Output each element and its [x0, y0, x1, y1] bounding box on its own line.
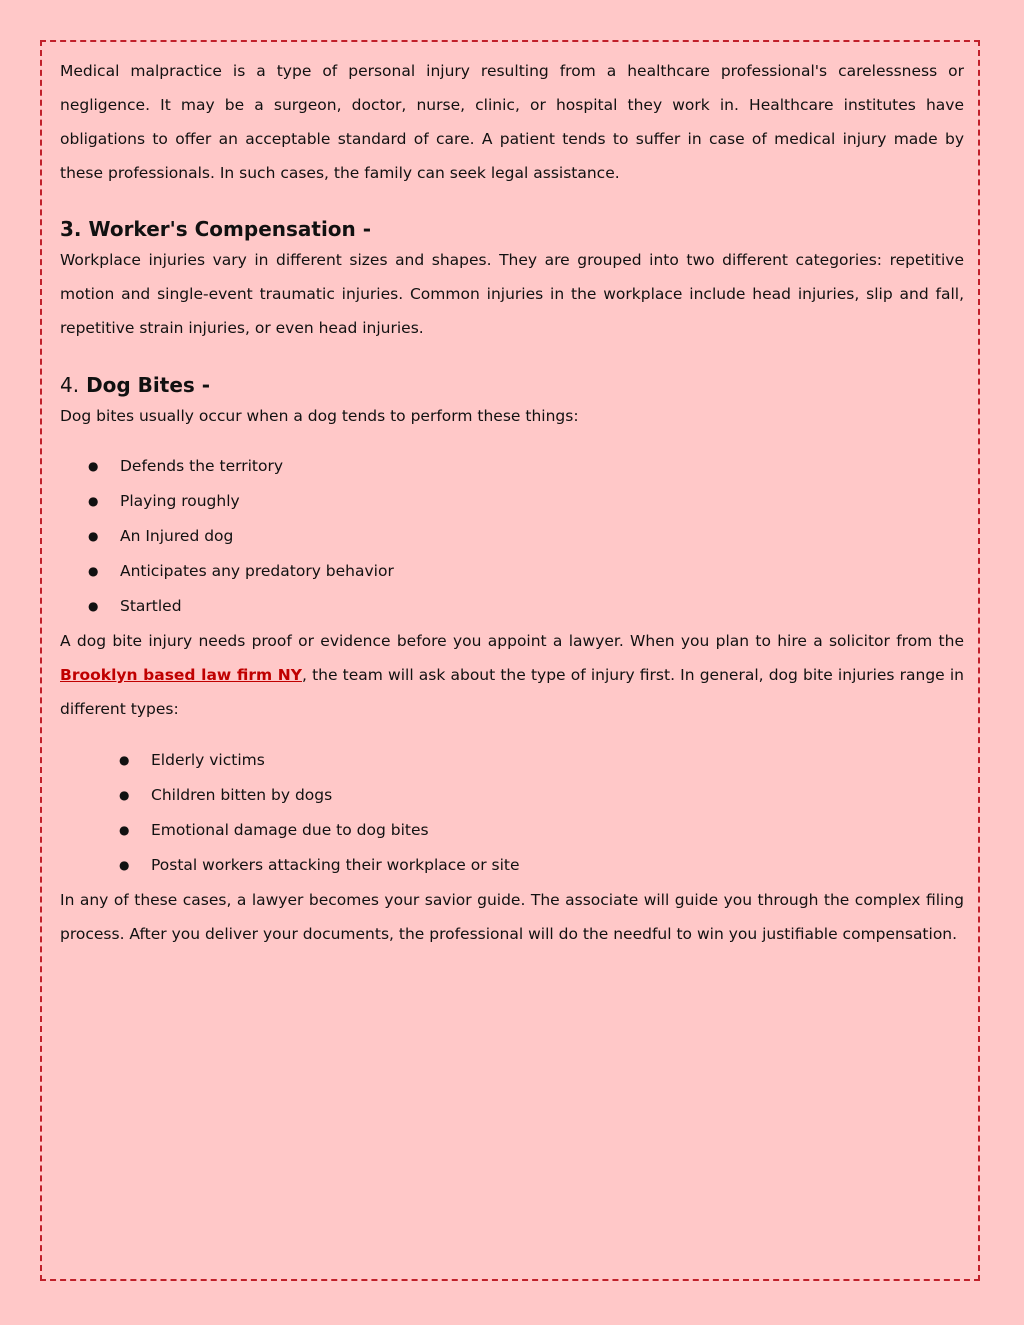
list-item	[119, 848, 964, 883]
section-4-title: Dog Bites -	[86, 373, 211, 397]
list-item-text: Playing roughly	[120, 492, 240, 510]
list-item-text: Children bitten by dogs	[151, 786, 333, 804]
list-item-text: Defends the territory	[120, 457, 283, 475]
list-item-text: Elderly victims	[151, 751, 265, 769]
list-item-text: Postal workers attacking their workplace or site	[151, 856, 520, 874]
list-item-text: Startled	[120, 597, 182, 615]
injury-types-list	[60, 743, 964, 883]
bullet-icon: ●	[119, 753, 130, 767]
bullet-icon: ●	[88, 599, 99, 613]
list-item	[119, 778, 964, 813]
list-item	[88, 519, 964, 554]
bullet-icon: ●	[119, 858, 130, 872]
list-item	[119, 743, 964, 778]
document-content	[60, 54, 964, 951]
proof-text-after-link: , the team will ask about the type of injury first. In general, dog bite injuries range in different types:	[60, 666, 964, 718]
list-item-text: Emotional damage due to dog bites	[151, 821, 429, 839]
dog-bite-reasons-list	[60, 449, 964, 624]
list-item-text: Anticipates any predatory behavior	[120, 562, 394, 580]
list-item	[119, 813, 964, 848]
bullet-icon: ●	[88, 494, 99, 508]
proof-paragraph	[60, 624, 964, 726]
list-item	[88, 484, 964, 519]
list-item	[88, 449, 964, 484]
section-4-intro-paragraph: Dog bites usually occur when a dog tends to perform these things:	[60, 407, 579, 425]
law-firm-link[interactable]: Brooklyn based law firm NY	[60, 666, 302, 684]
intro-paragraph: Medical malpractice is a type of personal injury resulting from a healthcare professional's carelessness or negligence. It may be a surgeon, doctor, nurse, clinic, or hospital they work in. Healthcare institutes have obligations to offer an acceptable standard of care. A patient tends to suffer in case of medical injury made by these professionals. In such cases, the family can seek legal assistance.	[60, 62, 964, 182]
section-3-title: Worker's Compensation -	[88, 217, 372, 241]
list-item	[88, 589, 964, 624]
bullet-icon: ●	[119, 788, 130, 802]
section-4-heading	[60, 371, 964, 399]
section-4-number: 4.	[60, 373, 80, 397]
list-item	[88, 554, 964, 589]
bullet-icon: ●	[88, 529, 99, 543]
section-3-number: 3.	[60, 217, 82, 241]
bullet-icon: ●	[88, 564, 99, 578]
bullet-icon: ●	[88, 459, 99, 473]
closing-paragraph: In any of these cases, a lawyer becomes your savior guide. The associate will guide you through the complex filing process. After you deliver your documents, the professional will do the needful to win you justifiable compensation.	[60, 891, 964, 943]
proof-text-before-link: A dog bite injury needs proof or evidence before you appoint a lawyer. When you plan to hire a solicitor from the	[60, 632, 964, 650]
section-3-heading	[60, 215, 964, 243]
list-item-text: An Injured dog	[120, 527, 234, 545]
section-3-paragraph: Workplace injuries vary in different sizes and shapes. They are grouped into two different categories: repetitive motion and single-event traumatic injuries. Common injuries in the workplace include head injuries, slip and fall, repetitive strain injuries, or even head injuries.	[60, 251, 964, 337]
bullet-icon: ●	[119, 823, 130, 837]
